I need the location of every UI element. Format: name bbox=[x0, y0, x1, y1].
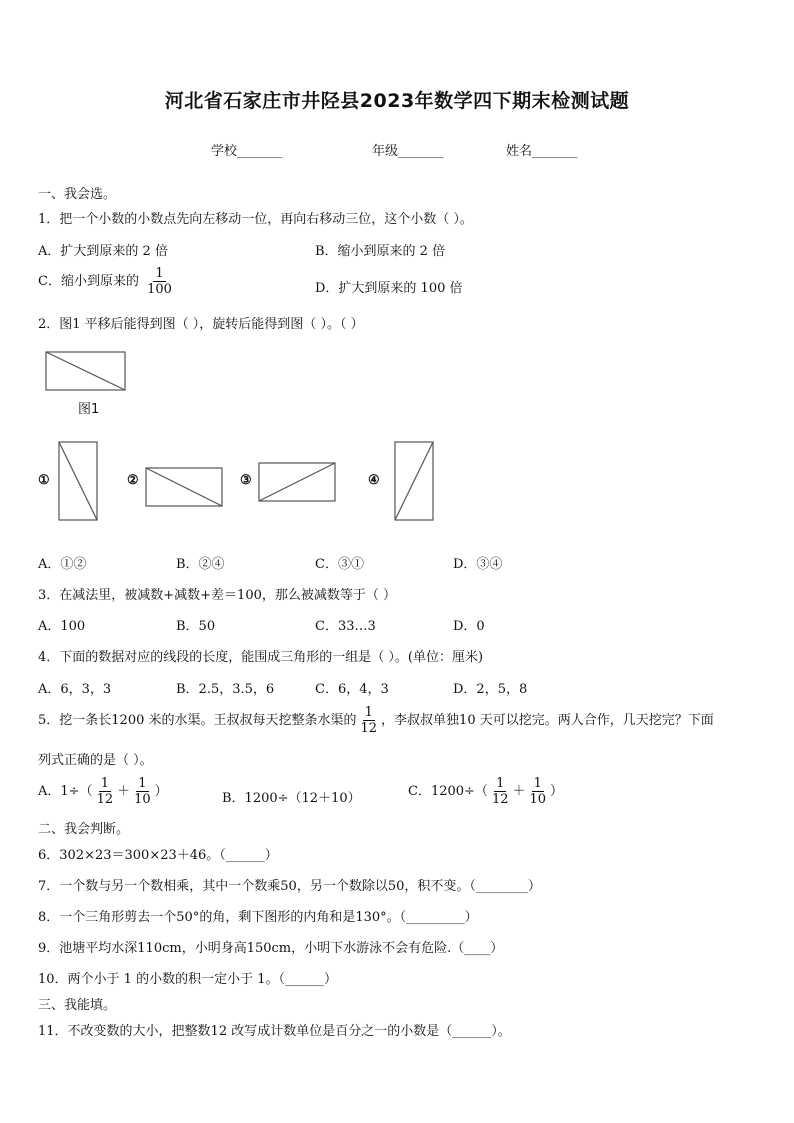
question-3-option-c: C．33…3 bbox=[315, 619, 376, 634]
question-2-option-c: C．③① bbox=[315, 557, 364, 572]
fraction-denominator: 100 bbox=[147, 282, 172, 297]
grade-label: 年级 bbox=[372, 144, 399, 159]
question-11: 11．不改变数的大小，把整数12 改写成计数单位是百分之一的小数是（______）。 bbox=[38, 1024, 511, 1039]
option-c-prefix: C．1200÷（ bbox=[408, 784, 488, 799]
fraction-numerator: 1 bbox=[100, 776, 109, 791]
fraction-1-100 bbox=[145, 266, 174, 297]
fraction-denominator: 10 bbox=[134, 792, 151, 807]
question-5-option-a bbox=[38, 776, 168, 807]
question-5-stem bbox=[38, 705, 714, 736]
question-2-option-b: B．②④ bbox=[176, 557, 225, 572]
school-field bbox=[211, 140, 283, 159]
question-1-option-b: B．缩小到原来的 2 倍 bbox=[315, 244, 446, 259]
question-1-option-c bbox=[38, 266, 176, 297]
name-blank: _______ bbox=[532, 144, 578, 159]
question-1-option-d: D．扩大到原来的 100 倍 bbox=[315, 281, 463, 296]
fraction-1-12 bbox=[359, 705, 380, 736]
question-2-option-d: D．③④ bbox=[453, 557, 503, 572]
fraction-denominator: 12 bbox=[491, 792, 509, 807]
question-10: 10．两个小于 1 的小数的积一定小于 1。（______） bbox=[38, 972, 337, 987]
fraction-1-10 bbox=[132, 776, 153, 807]
question-5-stem-line2: 列式正确的是（ ）。 bbox=[38, 753, 153, 768]
shape-mark-4: ④ bbox=[368, 473, 380, 488]
question-1-option-a: A．扩大到原来的 2 倍 bbox=[38, 244, 168, 259]
question-4-option-c: C．6，4，3 bbox=[315, 682, 389, 697]
question-2-stem: 2．图1 平移后能得到图（ ），旋转后能得到图（ ）。（ ） bbox=[38, 317, 364, 332]
section-heading-2: 二、我会判断。 bbox=[38, 822, 130, 837]
option-c-text: C．缩小到原来的 bbox=[38, 274, 139, 289]
fraction-denominator: 12 bbox=[96, 792, 114, 807]
grade-blank: _______ bbox=[398, 144, 444, 159]
question-3-option-a: A．100 bbox=[38, 619, 86, 634]
shape-2-rectangle bbox=[144, 466, 224, 508]
page-title: 河北省石家庄市井陉县2023年数学四下期末检测试题 bbox=[164, 90, 630, 112]
question-2-option-a: A．①② bbox=[38, 557, 87, 572]
question-5-stem-post: ，李叔叔单独10 天可以挖完。两人合作，几天挖完？下面 bbox=[381, 713, 714, 728]
figure-1-label: 图1 bbox=[78, 402, 100, 417]
shape-mark-1: ① bbox=[38, 473, 50, 488]
question-5-stem-pre: 5．挖一条长1200 米的水渠。王叔叔每天挖整条水渠的 bbox=[38, 713, 357, 728]
question-3-option-b: B．50 bbox=[176, 619, 216, 634]
question-5-option-b: B．1200÷（12＋10） bbox=[222, 791, 361, 806]
question-9: 9．池塘平均水深110cm，小明身高150cm，小明下水游泳不会有危险.（____） bbox=[38, 941, 504, 956]
school-blank: _______ bbox=[237, 144, 283, 159]
question-8: 8．一个三角形剪去一个50°的角，剩下图形的内角和是130°。（_________） bbox=[38, 910, 478, 925]
grade-field bbox=[372, 140, 444, 159]
fraction-1-10 bbox=[528, 776, 549, 807]
name-label: 姓名 bbox=[506, 144, 533, 159]
fraction-1-12 bbox=[95, 776, 116, 807]
question-4-option-a: A．6，3，3 bbox=[38, 682, 112, 697]
question-4-option-b: B．2.5，3.5，6 bbox=[176, 682, 275, 697]
shape-1-rectangle bbox=[57, 440, 99, 522]
question-4-option-d: D．2，5，8 bbox=[453, 682, 528, 697]
close-paren: ） bbox=[550, 784, 564, 799]
shape-3-rectangle bbox=[257, 461, 337, 503]
fraction-numerator: 1 bbox=[138, 776, 147, 791]
school-label: 学校 bbox=[211, 144, 238, 159]
figure-1-rectangle bbox=[44, 350, 128, 392]
option-a-prefix: A．1÷（ bbox=[38, 784, 93, 799]
fraction-numerator: 1 bbox=[364, 705, 373, 720]
question-3-option-d: D．0 bbox=[453, 619, 485, 634]
shape-mark-3: ③ bbox=[240, 473, 252, 488]
close-paren: ） bbox=[154, 784, 168, 799]
question-5-option-c bbox=[408, 776, 563, 807]
plus-sign: ＋ bbox=[512, 784, 526, 799]
fraction-numerator: 1 bbox=[155, 266, 164, 281]
question-6: 6．302×23＝300×23＋46。（______） bbox=[38, 848, 278, 863]
fraction-1-12 bbox=[490, 776, 511, 807]
fraction-denominator: 10 bbox=[529, 792, 547, 807]
plus-sign: ＋ bbox=[117, 784, 131, 799]
question-4-stem: 4．下面的数据对应的线段的长度，能围成三角形的一组是（ ）。(单位：厘米) bbox=[38, 650, 484, 665]
section-heading-1: 一、我会选。 bbox=[38, 187, 117, 202]
shape-mark-2: ② bbox=[127, 473, 139, 488]
section-heading-3: 三、我能填。 bbox=[38, 998, 117, 1013]
question-7: 7．一个数与另一个数相乘，其中一个数乘50，另一个数除以50，积不变。（________） bbox=[38, 879, 541, 894]
question-1-stem: 1．把一个小数的小数点先向左移动一位，再向右移动三位，这个小数（ ）。 bbox=[38, 212, 473, 227]
fraction-numerator: 1 bbox=[533, 776, 542, 791]
question-3-stem: 3．在减法里，被减数+减数+差＝100，那么被减数等于（ ） bbox=[38, 588, 397, 603]
name-field bbox=[506, 140, 578, 159]
fraction-numerator: 1 bbox=[496, 776, 505, 791]
shape-4-rectangle bbox=[393, 440, 435, 522]
fraction-denominator: 12 bbox=[360, 721, 378, 736]
